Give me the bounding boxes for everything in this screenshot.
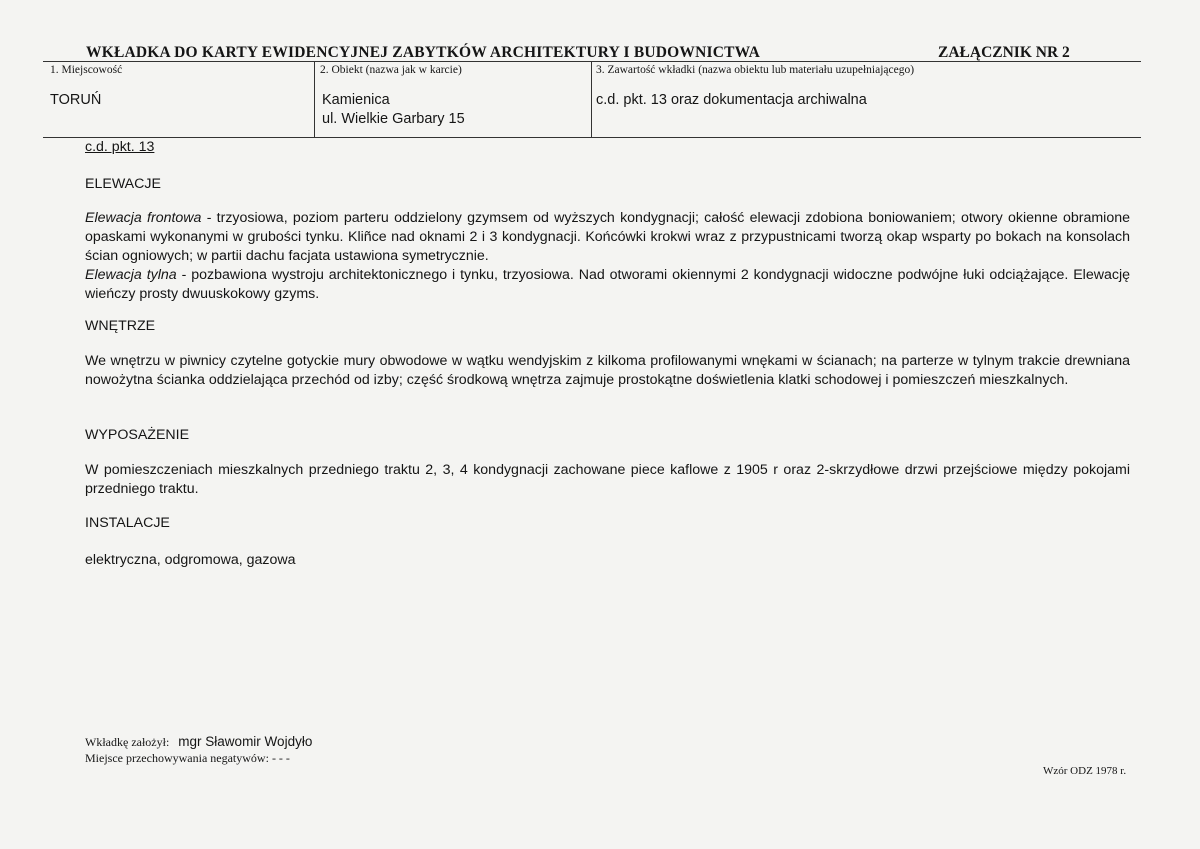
object-label: 2. Obiekt (nazwa jak w karcie): [320, 64, 462, 76]
installations-paragraph: elektryczna, odgromowa, gazowa: [85, 552, 296, 568]
header-rule: [43, 61, 1141, 62]
contents-label: 3. Zawartość wkładki (nazwa obiektu lub materiału uzupełniającego): [596, 64, 915, 76]
author-value: mgr Sławomir Wojdyło: [178, 734, 313, 749]
interior-section: [85, 352, 1130, 390]
installations-section: [85, 551, 1130, 570]
continuation-reference: c.d. pkt. 13: [85, 139, 155, 155]
section-heading-elevations: ELEWACJE: [85, 176, 161, 192]
table-bottom-rule: [43, 137, 1141, 138]
contents-value: c.d. pkt. 13 oraz dokumentacja archiwalna: [596, 92, 867, 108]
negatives-line: [85, 751, 290, 766]
author-line: [85, 734, 312, 750]
rear-elevation-label: Elewacja tylna: [85, 267, 177, 283]
table-divider-2: [591, 61, 592, 138]
author-label: Wkładkę założył:: [85, 735, 170, 749]
locality-label: 1. Miejscowość: [50, 64, 123, 76]
locality-value: TORUŃ: [50, 92, 102, 108]
section-heading-furnishings: WYPOSAŻENIE: [85, 427, 190, 443]
section-heading-interior: WNĘTRZE: [85, 318, 156, 334]
rear-elevation-text: - pozbawiona wystroju architektonicznego i tynku, trzyosiowa. Nad otworami okiennymi 2 kondygnacji widoczne podwójne łuki odciążające. Elewację wieńczy prosty dwuuskokowy gzyms.: [85, 267, 1130, 302]
table-divider-1: [314, 61, 315, 138]
front-elevation-label: Elewacja frontowa: [85, 210, 202, 226]
elevations-section: [85, 209, 1130, 304]
object-name: Kamienica: [322, 92, 390, 108]
furnishings-paragraph: W pomieszczeniach mieszkalnych przedniego traktu 2, 3, 4 kondygnacji zachowane piece kaflowe z 1905 r oraz 2-skrzydłowe drzwi przejściowe między pokojami przedniego traktu.: [85, 462, 1130, 497]
section-heading-installations: INSTALACJE: [85, 515, 170, 531]
front-elevation-text: - trzyosiowa, poziom parteru oddzielony gzymsem od wyższych kondygnacji; całość elewacji zdobiona boniowaniem; otwory okienne obramione opaskami wykonanymi w grubości tynku. Kliñce nad oknami 2 i 3 kondygnacji. Końcówki krokwi wraz z przypustnicami tworzą okap wsparty po bokach na konsolach ścian ogniowych; w partii dachu facjata ustawiona symetrycznie.: [85, 210, 1131, 264]
object-address: ul. Wielkie Garbary 15: [322, 111, 465, 127]
front-elevation-paragraph: [85, 209, 1130, 266]
negatives-label: Miejsce przechowywania negatywów:: [85, 751, 269, 765]
form-title: WKŁADKA DO KARTY EWIDENCYJNEJ ZABYTKÓW ARCHITEKTURY I BUDOWNICTWA: [86, 44, 761, 61]
annex-number: ZAŁĄCZNIK NR 2: [938, 44, 1070, 61]
negatives-value: - - -: [271, 751, 290, 765]
form-pattern-note: Wzór ODZ 1978 r.: [1043, 765, 1127, 777]
interior-paragraph: We wnętrzu w piwnicy czytelne gotyckie mury obwodowe w wątku wendyjskim z kilkoma profilowanymi wnękami w ścianach; na parterze w tylnym trakcie drewniana nowożytna ścianka oddzielająca przechód od izby; część środkową wnętrza zajmuje prostokątne doświetlenia klatki schodowej i pomieszczeń mieszkalnych.: [85, 353, 1130, 388]
furnishings-section: [85, 461, 1130, 499]
rear-elevation-paragraph: [85, 266, 1130, 304]
